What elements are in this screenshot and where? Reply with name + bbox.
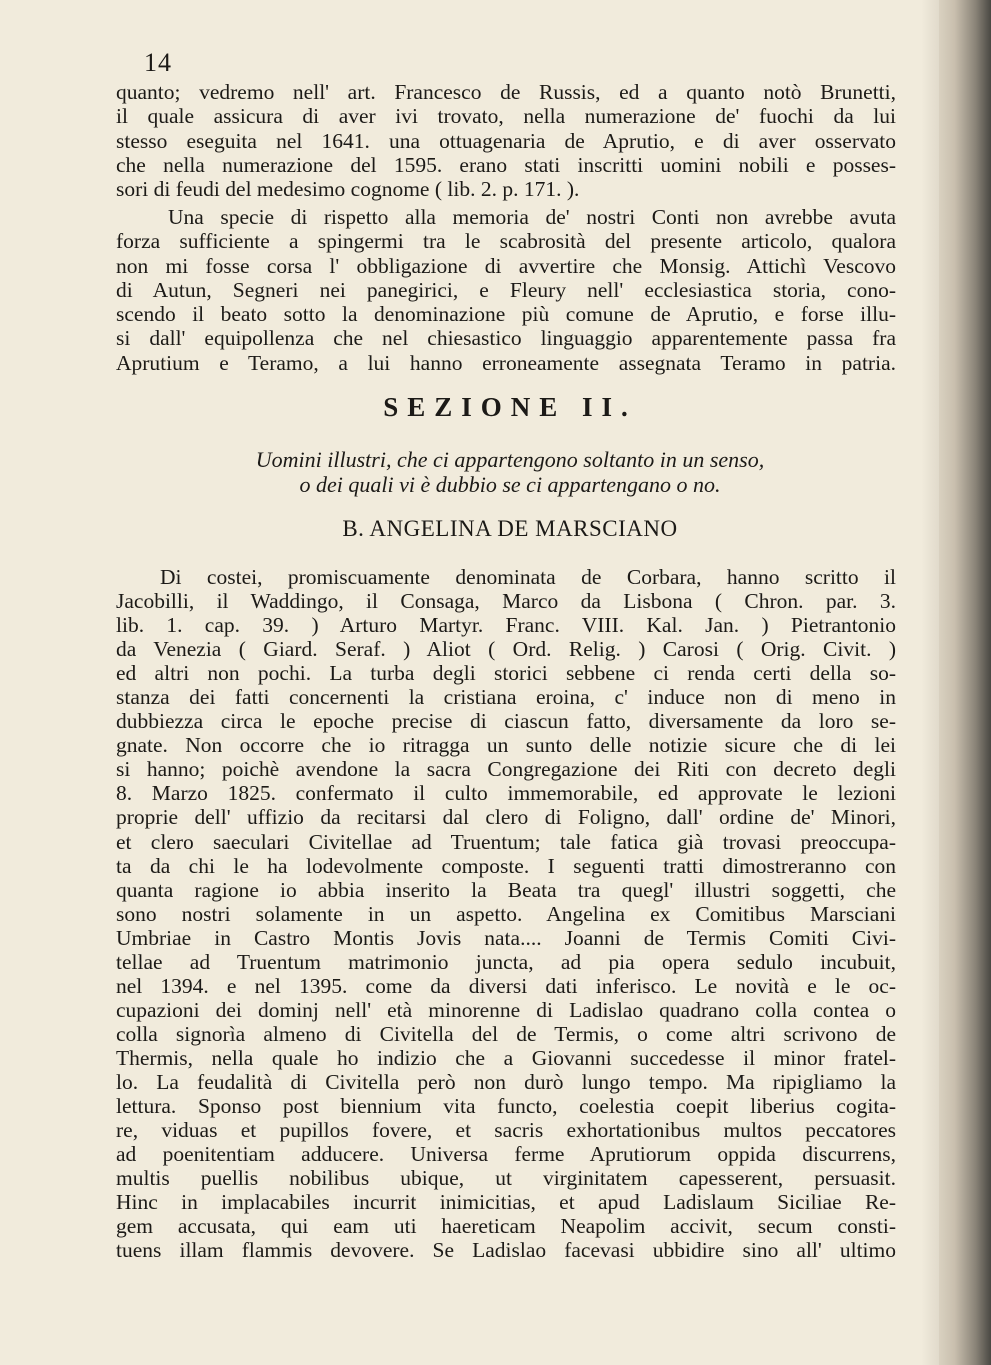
text-line: ed altri non pochi. La turba degli storici sebbene ci renda certi della so- [116,661,896,686]
text-line: Hinc in implacabiles incurrit inimicitias, et apud Ladislaum Siciliae Re- [116,1190,896,1215]
text-line: stesso eseguita nel 1641. una ottuagenaria de Aprutio, e di aver osservato [116,128,896,153]
text-line: gem accusata, qui eam uti haereticam Neapolim accivit, secum consti- [116,1214,896,1239]
text-line: lettura. Sponso post biennium vita functo, coelestia coepit liberius cogita- [116,1094,896,1119]
page-edge [939,0,991,1365]
text-line: multis puellis nobilibus ubique, ut virginitatem capesserent, persuasit. [116,1166,896,1191]
text-line: gnate. Non occorre che io ritragga un sunto delle notizie sicure che di lei [116,733,896,758]
text-line: cupazioni dei dominj nell' età minorenne di Ladislao quadrano colla contea o [116,997,896,1022]
text-line: proprie dell' uffizio da recitarsi dal clero di Foligno, dall' ordine de' Minori, [116,805,896,830]
text-line: Una specie di rispetto alla memoria de' nostri Conti non avrebbe avuta [168,205,896,229]
text-line: Thermis, nella quale ho indizio che a Giovanni succedesse il minor fratel- [116,1045,896,1070]
text-line: lo. La feudalità di Civitella però non durò lungo tempo. Ma ripigliamo la [116,1069,896,1094]
text-line: il quale assicura di aver ivi trovato, nella numerazione de' fuochi da lui [116,104,896,129]
text-line: ad poenitentiam adducere. Universa ferme Aprutiorum oppida discurrens, [116,1142,896,1167]
text-line: forza sufficiente a spingermi tra le scabrosità del presente articolo, qualora [116,229,896,254]
text-line: 8. Marzo 1825. confermato il culto immemorabile, ed approvate le lezioni [116,781,896,806]
text-line: lib. 1. cap. 39. ) Arturo Martyr. Franc. VIII. Kal. Jan. ) Pietrantonio [116,613,896,638]
page-number: 14 [144,48,172,77]
section-subtitle-line-1: Uomini illustri, che ci appartengono soltanto in un senso, [255,447,765,472]
text-line: ta da chi le ha lodevolmente composte. I seguenti tratti dimostreranno con [116,853,896,878]
text-line: Di costei, promiscuamente denominata de Corbara, hanno scritto il [160,565,896,589]
text-line: sori di feudi del medesimo cognome ( lib. 2. p. 171. ). [116,177,580,202]
text-line: dubbiezza circa le epoche precise di ciascun fatto, diversamente da loro se- [116,709,896,734]
page-gutter-shadow [921,0,939,1365]
text-line: da Venezia ( Giard. Seraf. ) Aliot ( Ord. Relig. ) Carosi ( Orig. Civit. ) [116,637,896,662]
text-line: tellae ad Truentum matrimonio juncta, ad pia opera sedulo incubuit, [116,949,896,974]
section-subtitle-line-2: o dei quali vi è dubbio se ci appartengano o no. [299,472,721,497]
text-line: scendo il beato sotto la denominazione più comune de Aprutio, e forse illu- [116,302,896,327]
text-line: quanta ragione io abbia inserito la Beata tra quegl' illustri soggetti, che [116,877,896,902]
text-line: colla signorìa almeno di Civitella del de Termis, o come altri scrivono de [116,1021,896,1046]
text-line: quanto; vedremo nell' art. Francesco de Russis, ed a quanto notò Brunetti, [116,80,896,104]
text-line: Umbriae in Castro Montis Jovis nata.... Joanni de Termis Comiti Civi- [116,925,896,950]
text-line: che nella numerazione del 1595. erano stati inscritti uomini nobili e posses- [116,152,896,177]
text-line: di Autun, Segneri nei panegirici, e Fleury nell' ecclesiastica storia, cono- [116,277,896,302]
entry-heading: B. ANGELINA DE MARSCIANO [342,516,678,541]
paragraph-continuation [116,80,896,201]
text-line: si hanno; poichè avendone la sacra Congregazione dei Riti con decreto degli [116,757,896,782]
text-line: Jacobilli, il Waddingo, il Consaga, Marco da Lisbona ( Chron. par. 3. [116,589,896,614]
text-line: et clero saeculari Civitellae ad Truentum; tale fatica già trovasi preoccupa- [116,829,896,854]
text-line: tuens illam flammis devovere. Se Ladislao facevasi ubbidire sino all' ultimo [116,1238,896,1263]
text-line: Aprutium e Teramo, a lui hanno erroneamente assegnata Teramo in patria. [116,350,896,375]
text-line: nel 1394. e nel 1395. come da diversi dati inferisco. Le novità e le oc- [116,973,896,998]
text-line: re, viduas et pupillos fovere, et sacris exhortationibus multos peccatores [116,1118,896,1143]
paragraph-angelina [116,565,896,1262]
text-line: si dall' equipollenza che nel chiesastico linguaggio apparentemente passa fra [116,326,896,351]
text-line: stanza dei fatti concernenti la cristiana eroina, c' induce non di meno in [116,685,896,710]
section-heading: SEZIONE II. [383,392,637,422]
paragraph-conti [116,205,896,375]
text-line: sono nostri solamente in un aspetto. Angelina ex Comitibus Marsciani [116,901,896,926]
text-line: non mi fosse corsa l' obbligazione di avvertire che Monsig. Attichì Vescovo [116,253,896,278]
